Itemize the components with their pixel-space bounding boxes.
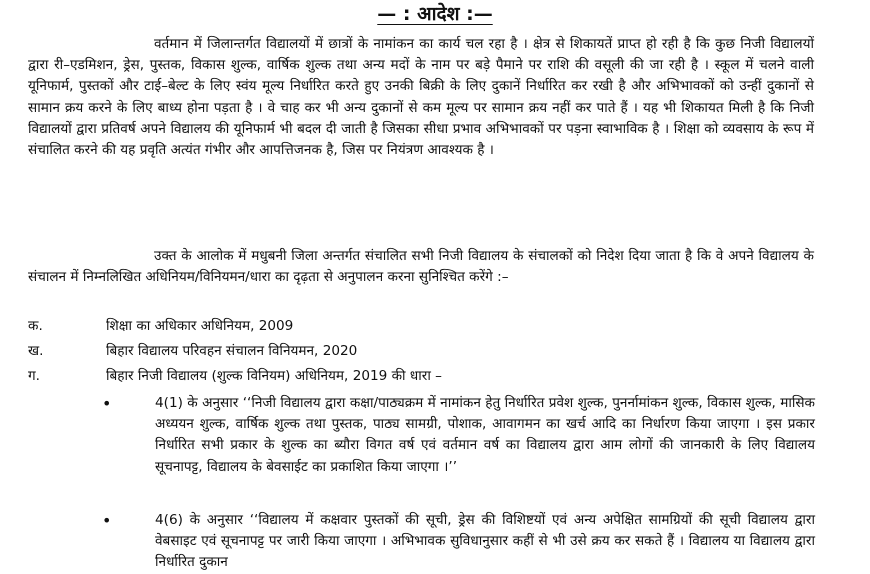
list-item-marker: ख. — [28, 343, 44, 359]
complaint-paragraph — [28, 34, 814, 161]
list-item-text: शिक्षा का अधिकार अधिनियम, 2009 — [106, 318, 294, 334]
document-title-text: — : आदेश :— — [377, 3, 493, 25]
directive-paragraph-text: उक्त के आलोक में मधुबनी जिला अन्तर्गत संचालित सभी निजी विद्यालय के संचालकों को निदेश दिया जाता है कि वे अपने विद्यालय के संचालन में निम्नलिखित अधिनियम/विनियमन/धारा का दृढ़ता से अनुपालन करना सुनिश्चित करेंगे :– — [28, 248, 814, 286]
bullet-section-4-6: 4(6) के अनुसार ‘‘विद्यालय में कक्षवार पुस्तकों की सूची, ड्रेस की विशिष्टयों एवं अन्य अपेक्षित सामग्रियों की सूची विद्यालय द्वारा वेबसाइट एवं सूचनापट्ट पर जारी किया जाएगा । अभिभावक सुविधानुसार कहीं से भी उसे क्रय कर सकते हैं । विद्यालय या विद्यालय द्वारा निर्धारित दुकान — [155, 512, 815, 571]
list-item-marker: ग. — [28, 368, 40, 384]
bullet-section-4-1: 4(1) के अनुसार ‘‘निजी विद्यालय द्वारा कक्षा/पाठ्यक्रम में नामांकन हेतु निर्धारित प्रवेश शुल्क, पुनर्नामांकन शुल्क, विकास शुल्क, मासिक अध्ययन शुल्क, वार्षिक शुल्क तथा पुस्तक, पाठ्य सामग्री, पोशाक, आवागमन का खर्च आदि का निर्धारण किया जाएगा । इस प्रकार निर्धारित सभी प्रकार के शुल्क का ब्यौरा विगत वर्ष एवं वर्तमान वर्ष का विद्यालय द्वारा आम लोगों की जानकारी के लिए विद्यालय सूचनापट्ट, विद्यालय के बेवसाईट का प्रकाशित किया जाएगा ।’’ — [155, 395, 815, 475]
list-item-text: बिहार विद्यालय परिवहन संचालन विनियमन, 2020 — [106, 343, 358, 359]
document-title — [0, 2, 870, 26]
bullet-icon: • — [102, 394, 112, 413]
directive-paragraph — [28, 246, 814, 288]
list-item-text: बिहार निजी विद्यालय (शुल्क विनियम) अधिनियम, 2019 की धारा – — [106, 368, 442, 384]
complaint-paragraph-text: वर्तमान में जिलान्तर्गत विद्यालयों में छात्रों के नामांकन का कार्य चल रहा है । क्षेत्र से शिकायतें प्राप्त हो रही है कि कुछ निजी विद्यालयों द्वारा री–एडमिशन, ड्रेस, पुस्तक, विकास शुल्क, वार्षिक शुल्क तथा अन्य मदों के नाम पर बड़े पैमाने पर राशि की वसूली की जा रही है । स्कूल में चलने वाली यूनिफार्म, पुस्तकों और टाई–बेल्ट के लिए स्वंय मूल्य निर्धारित करते हुए उनकी बिक्री के लिए दुकानें निर्धारित कर रखी है और अभिभावकों को उन्हीं दुकानों से सामान क्रय करने के लिए बाध्य होना पड़ता है । वे चाह कर भी अन्य दुकानों से कम मूल्य पर सामान क्रय नहीं कर पाते हैं । यह भी शिकायत मिली है कि निजी विद्यालयों द्वारा प्रतिवर्ष अपने विद्यालय की यूनिफार्म भी बदल दी जाती है जिसका सीधा प्रभाव अभिभावकों पर पड़ना स्वाभाविक है । शिक्षा को व्यवसाय के रूप में संचालित करने की यह प्रवृति अत्यंत गंभीर और आपत्तिजनक है, जिस पर नियंत्रण आवश्यक है । — [28, 36, 814, 159]
list-item-marker: क. — [28, 318, 43, 334]
bullet-icon: • — [102, 511, 112, 530]
